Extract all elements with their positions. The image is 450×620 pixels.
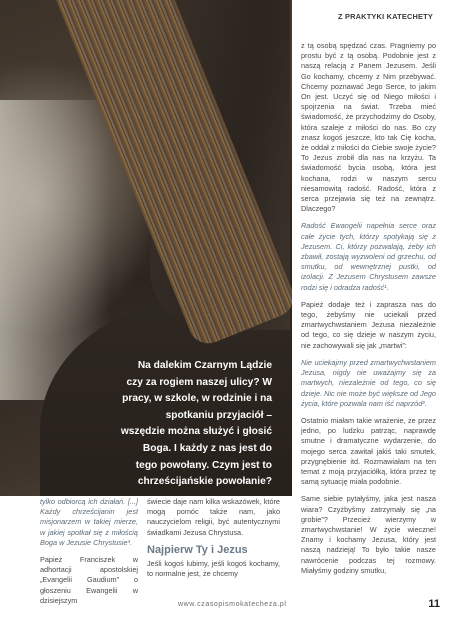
right-column [301, 41, 436, 583]
left-quote: tylko odbiorcą ich działań. [...] Każdy chrześcijanin jest misjonarzem w takiej mierze, w jakiej spotkał się z miłością Boga w Jezusie Chrystusie³. [40, 497, 138, 547]
page-number: 11 [428, 598, 440, 610]
middle-paragraph-1: świecie daje nam kilka wskazówek, które mogą pomóc także nam, jako nauczycielom religii, być autentycznymi świadkami Jezusa Chrystusa. [147, 497, 280, 537]
middle-paragraph-2: Jeśli kogoś lubimy, jeśli kogoś kochamy, to normalne jest, że chcemy [147, 559, 280, 579]
right-paragraph-3: Papież dodaje też i zaprasza nas do tego, żebyśmy nie uciekali przed zmartwychwstaniem Jezusa niezależnie od tego, co się dzieje w naszym życiu, nie zachowywali się jak „martwi”: [301, 299, 436, 350]
right-quote-1: Radość Ewangelii napełnia serce oraz całe życie tych, którzy spotykają się z Jezusem. Ci, którzy pozwalają, żeby ich zbawił, zostają wyzwoleni od grzechu, od smutku, od wewnętrznej pustki, od izolacji. Z Jezusem Chrystusem zawsze rodzi się i odradza radość¹. [301, 221, 436, 292]
footer-url[interactable]: www.czasopismokatecheza.pl [178, 601, 287, 608]
right-paragraph-5: Ostatnio miałam takie wrażenie, że przez jedno, po ludzku patrząc, naprawdę smutne i dramatyczne wydarzenie, do mojego serca zawitał jakiś taki smutek, przygnębienie itd. Rozmawiałam na ten temat z moją przyjaciółką, która przez tę samą sytuację miała podobnie. [301, 415, 436, 487]
section-heading: Najpierw Ty i Jezus [147, 543, 248, 556]
left-column [40, 497, 138, 613]
middle-column [147, 497, 280, 586]
right-paragraph-1: z tą osobą spędzać czas. Pragniemy po prostu być z tą osobą. Podobnie jest z naszą relacją z Panem Jezusem. Jeśli Go kochamy, chcemy z Nim przebywać. Chcemy poznawać Jego Serce, to jakim On jest. Uczyć się od Niego miłości i spojrzenia na świat. Trzeba mieć świadomość, że przychodzimy do Osoby, która szaleje z miłości do nas. Bo czy znasz kogoś jeszcze, kto tak Cię kocha, że oddał z miłości do Ciebie swoje życie? To Jezus zrobił dla nas na krzyżu. Ta świadomość bycia osobą, która jest kochana, rodzi w naszym sercu niesamowitą radość. Radość, która z serca przejawia się też na zewnątrz. Dlaczego? [301, 41, 436, 214]
section-header: Z PRAKTYKI KATECHETY [337, 12, 433, 21]
left-paragraph: Papież Franciszek w adhortacji apostolskiej „Evangelii Gaudium” o głoszeniu Ewangelii w dzisiejszym [40, 555, 138, 605]
pull-quote: Na dalekim Czarnym Lądzie czy za rogiem naszej ulicy? W pracy, w szkole, w rodzinie i na spotkaniu przyjaciół – wszędzie można służyć i głosić Boga. I każdy z nas jest do tego powołany. Czym jest to chrześcijańskie powołanie? [120, 360, 272, 488]
right-paragraph-6: Same siebie pytałyśmy, jaka jest nasza wiara? Czyżbyśmy zatrzymały się „na grobie”? Przecież wierzymy w zmartwychwstanie! W życie wieczne! Znamy i kochamy Jezusa, który jest naszą nadzieją! To było takie nasze nawrócenie podczas tej rozmowy. Miałyśmy godziny smutku, [301, 494, 436, 575]
right-quote-2: Nie uciekajmy przed zmartwychwstaniem Jezusa, nigdy nie uważajmy się za martwych, niezależnie od tego, co się dzieje. Nic nie może być większe od Jego życia, które pozwala nam iść naprzód². [301, 357, 436, 408]
